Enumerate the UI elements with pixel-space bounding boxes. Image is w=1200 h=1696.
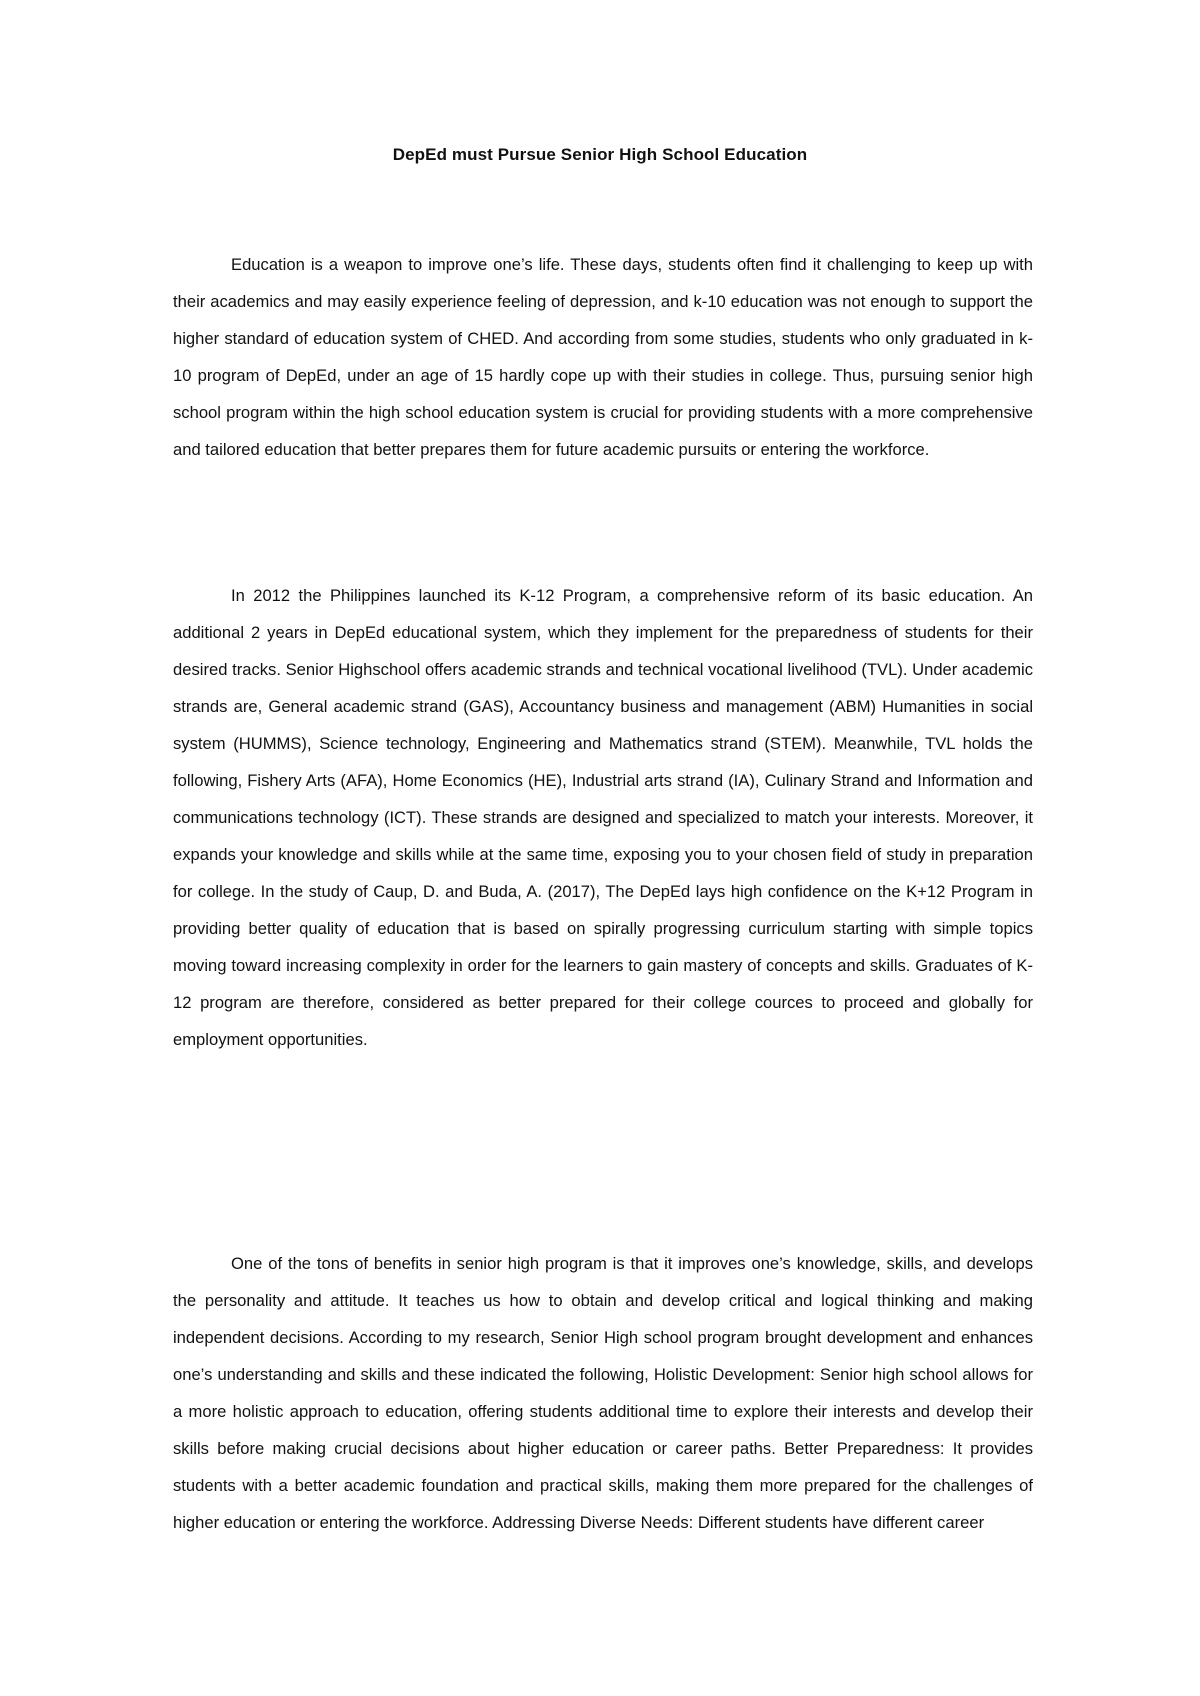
paragraph-k12-program: In 2012 the Philippines launched its K-12 Program, a comprehensive reform of its basic education. An additional 2 years in DepEd educational system, which they implement for the preparedness of students for their desired tracks. Senior Highschool offers academic strands and technical vocational livelihood (TVL). Under academic strands are, General academic strand (GAS), Accountancy business and management (ABM) Humanities in social system (HUMMS), Science technology, Engineering and Mathematics strand (STEM). Meanwhile, TVL holds the following, Fishery Arts (AFA), Home Economics (HE), Industrial arts strand (IA), Culinary Strand and Information and communications technology (ICT). These strands are designed and specialized to match your interests. Moreover, it expands your knowledge and skills while at the same time, exposing you to your chosen field of study in preparation for college. In the study of Caup, D. and Buda, A. (2017), The DepEd lays high confidence on the K+12 Program in providing better quality of education that is based on spirally progressing curriculum starting with simple topics moving toward increasing complexity in order for the learners to gain mastery of concepts and skills. Graduates of K-12 program are therefore, considered as better prepared for their college cources to proceed and globally for employment opportunities.: [173, 586, 1033, 1049]
document-title: DepEd must Pursue Senior High School Education: [392, 145, 808, 164]
paragraph-benefits: One of the tons of benefits in senior high program is that it improves one’s knowledge, skills, and develops the personality and attitude. It teaches us how to obtain and develop critical and logical thinking and making independent decisions. According to my research, Senior High school program brought development and enhances one’s understanding and skills and these indicated the following, Holistic Development: Senior high school allows for a more holistic approach to education, offering students additional time to explore their interests and develop their skills before making crucial decisions about higher education or career paths. Better Preparedness: It provides students with a better academic foundation and practical skills, making them more prepared for the challenges of higher education or entering the workforce. Addressing Diverse Needs: Different students have different career: [173, 1254, 1033, 1532]
paragraph-intro: Education is a weapon to improve one’s life. These days, students often find it challenging to keep up with their academics and may easily experience feeling of depression, and k-10 education was not enough to support the higher standard of education system of CHED. And according from some studies, students who only graduated in k-10 program of DepEd, under an age of 15 hardly cope up with their studies in college. Thus, pursuing senior high school program within the high school education system is crucial for providing students with a more comprehensive and tailored education that better prepares them for future academic pursuits or entering the workforce.: [173, 255, 1033, 459]
